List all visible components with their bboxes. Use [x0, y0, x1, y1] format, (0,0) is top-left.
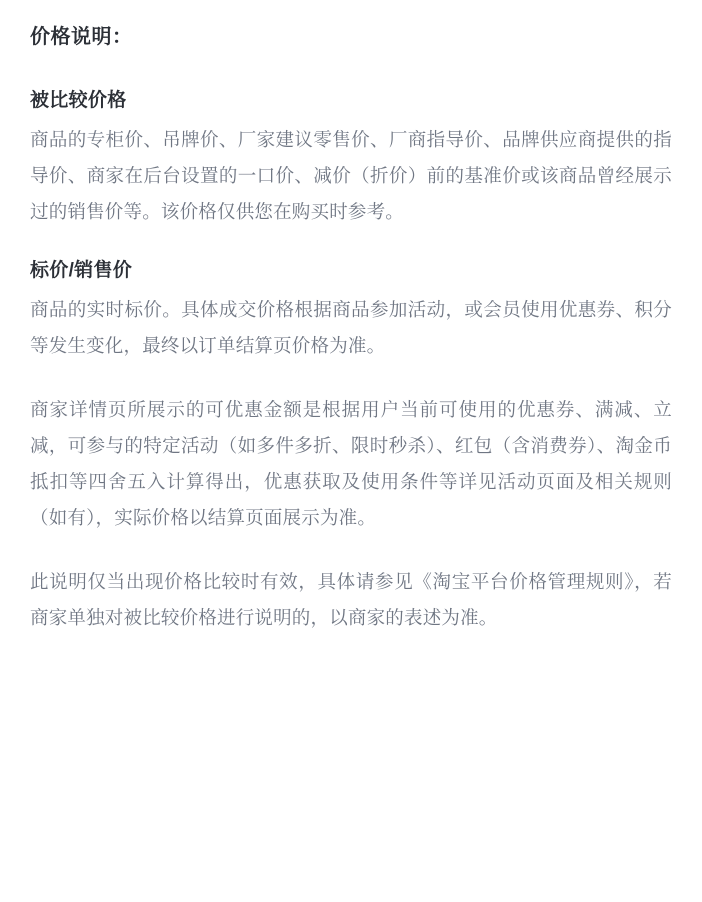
section-paragraph: 商品的专柜价、吊牌价、厂家建议零售价、厂商指导价、品牌供应商提供的指导价、商家在后台设置的一口价、减价（折价）前的基准价或该商品曾经展示过的销售价等。该价格仅供您在购买时参考。 [30, 129, 672, 222]
section-compared-price [30, 86, 672, 230]
page-title: 价格说明： [30, 26, 133, 48]
section-heading-compared-price: 被比较价格 [30, 90, 127, 111]
section-list-price [30, 256, 672, 636]
section-paragraph: 此说明仅当出现价格比较时有效，具体请参见《淘宝平台价格管理规则》，若商家单独对被比较价格进行说明的，以商家的表述为准。 [30, 571, 672, 628]
section-paragraph: 商家详情页所展示的可优惠金额是根据用户当前可使用的优惠券、满减、立减，可参与的特定活动（如多件多折、限时秒杀）、红包（含消费券）、淘金币抵扣等四舍五入计算得出，优惠获取及使用条件等详见活动页面及相关规则（如有），实际价格以结算页面展示为准。 [30, 399, 672, 528]
section-paragraph: 商品的实时标价。具体成交价格根据商品参加活动，或会员使用优惠券、积分等发生变化，最终以订单结算页价格为准。 [30, 299, 672, 356]
section-heading-list-price: 标价/销售价 [30, 260, 133, 281]
